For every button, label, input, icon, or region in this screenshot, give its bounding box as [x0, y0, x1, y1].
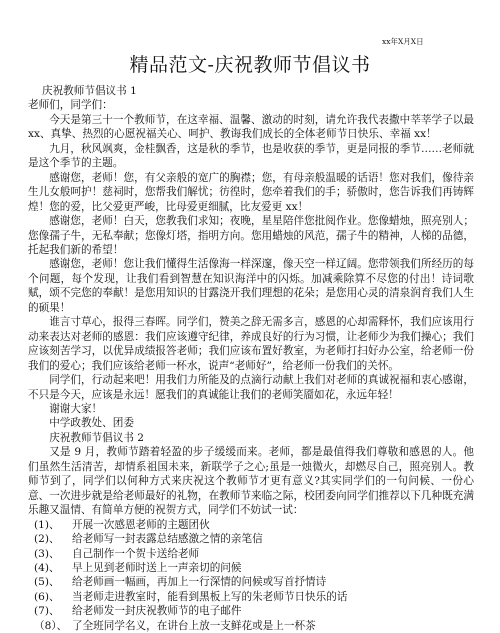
- list-number: (2)、: [34, 533, 60, 546]
- list-item: [28, 604, 474, 618]
- list-item: [28, 561, 474, 575]
- article-2-title: 庆祝教师节倡议书 2: [49, 431, 145, 444]
- salutation: 老师们，同学们：: [28, 99, 113, 112]
- list-item: [28, 619, 474, 633]
- list-text: 了全班同学名义，在讲台上放一支鲜花或是上一杯茶: [72, 619, 316, 632]
- list-text: 早上见到老师时送上一声亲切的问候: [72, 561, 242, 574]
- paragraph: 谁言寸草心，报得三春晖。同学们，赞美之辞无需多言，感恩的心却需释怀，我们应该用行动来表达对老师的感恩：我们应该遵守纪律，养成良好的行为习惯，让老师少为我们操心；我们应该刻苦学习，以优异成绩报答老师；我们应该布置好教室，为老师打扫好办公室，给老师一份我们的爱心；我们应该给老师一杯水，说声“老师好”，给老师一份我们的关怀。: [28, 316, 474, 372]
- list-item: [28, 547, 474, 561]
- list-number: (5)、: [34, 576, 60, 589]
- paragraph: 感谢您，老师！您，有父亲般的宽广的胸襟；您，有母亲般温暖的话语！您对我们，像待亲生儿女般呵护！慈祠时，您帮我们解忧；彷徨时，您牵着我们的手；骄傲时，您告诉我们再铸辉煌！您的爱，比父爱更严峻，比母爱更细腻，比友爱更 xx！: [28, 171, 474, 213]
- document-date: xx年X月X日: [382, 37, 424, 46]
- list-text: 给老师画一幅画，再加上一行深情的问候或写首抒情诗: [72, 576, 327, 589]
- paragraph: 又是 9 月，教师节踏着轻盈的步子缓缓而来。老师，都是最值得我们尊敬和感恩的人。他们虽然生活清苦，却情系祖国未来，新联学子之心;虽是一烛微火，却燃尽自己，照亮别人。教师节到了，同学们以何种方式来庆祝这个教师节才更有意义?其实同学们的一句问候、一份心意、一次进步就是给老师最好的礼物，在教师节来临之际，校团委向同学们推荐以下几种既充满乐趣又温情、有简单方便的祝贺方式，同学们不妨试一试：: [28, 446, 474, 517]
- thanks-line: 谢谢大家！: [49, 402, 103, 415]
- list-text: 给老师发一封庆祝教师节的电子邮件: [72, 605, 242, 618]
- suggestion-list: [28, 518, 474, 633]
- list-text: 自己制作一个贺卡送给老师: [72, 547, 200, 560]
- paragraph: 九月，秋风飒爽，金桂飘香，这是秋的季节，也是收获的季节，更是同报的季节……老师就是这个季节的主题。: [28, 142, 474, 170]
- list-number: （8）、: [34, 619, 68, 632]
- list-number: (3)、: [34, 547, 60, 560]
- signature: 中学政教处、团委: [49, 417, 134, 430]
- list-number: (1)、: [34, 518, 60, 531]
- list-text: 当老师走进教室时，能看到黑板上写的朱老师节日快乐的话: [72, 590, 348, 603]
- article-1-title: 庆祝教师节倡议书 1: [42, 85, 137, 97]
- list-text: 给老师写一封表露总结感激之情的亲笔信: [72, 533, 263, 546]
- list-item: [28, 532, 474, 546]
- list-number: (4)、: [34, 561, 60, 574]
- list-item: [28, 575, 474, 589]
- paragraph: 感谢您，老师！您让我们懂得生活像海一样深邃，像天空一样辽阔。您带领我们所经历的每个问题，每个发现，让我们看到智慧在知识海洋中的闪烁。加减乘除算不尽您的付出！诗词歌赋，颂不完您的奉献！是您用知识的甘露浇开我们理想的花朵；是您用心灵的清泉润育我们人生的硕果！: [28, 258, 474, 314]
- list-number: (7)、: [34, 605, 60, 618]
- paragraph: 感谢您，老师！白天，您教我们求知；夜晚，星星陪伴您批阅作业。您像蜡烛，照亮别人；您像孺子牛，无私奉献；您像灯塔，指明方向。您用蜡烛的风范，孺子牛的精神，人梯的品德，托起我们新的希望！: [28, 215, 474, 256]
- list-item: [28, 590, 474, 604]
- document-body: [28, 84, 474, 633]
- list-number: (6)、: [34, 590, 60, 603]
- list-item: [28, 518, 474, 532]
- paragraph: 同学们，行动起来吧！用我们力所能及的点滴行动献上我们对老师的真诚祝福和衷心感谢，不只是今天，应该是永远！愿我们的真诚能让我们的老师笑靥如花，永远年轻！: [28, 374, 474, 401]
- document-title: 精品范文-庆祝教师节倡议书: [129, 54, 371, 76]
- paragraph: 今天是第三十一个教师节，在这幸福、温馨、激动的时刻，请允许我代表撒中莘莘学子以最 xx、真挚、热烈的心愿祝福关心、呵护、教诲我们成长的全体老师节日快乐、幸福 xx！: [28, 113, 474, 141]
- list-text: 开展一次感恩老师的主题团伙: [72, 518, 210, 531]
